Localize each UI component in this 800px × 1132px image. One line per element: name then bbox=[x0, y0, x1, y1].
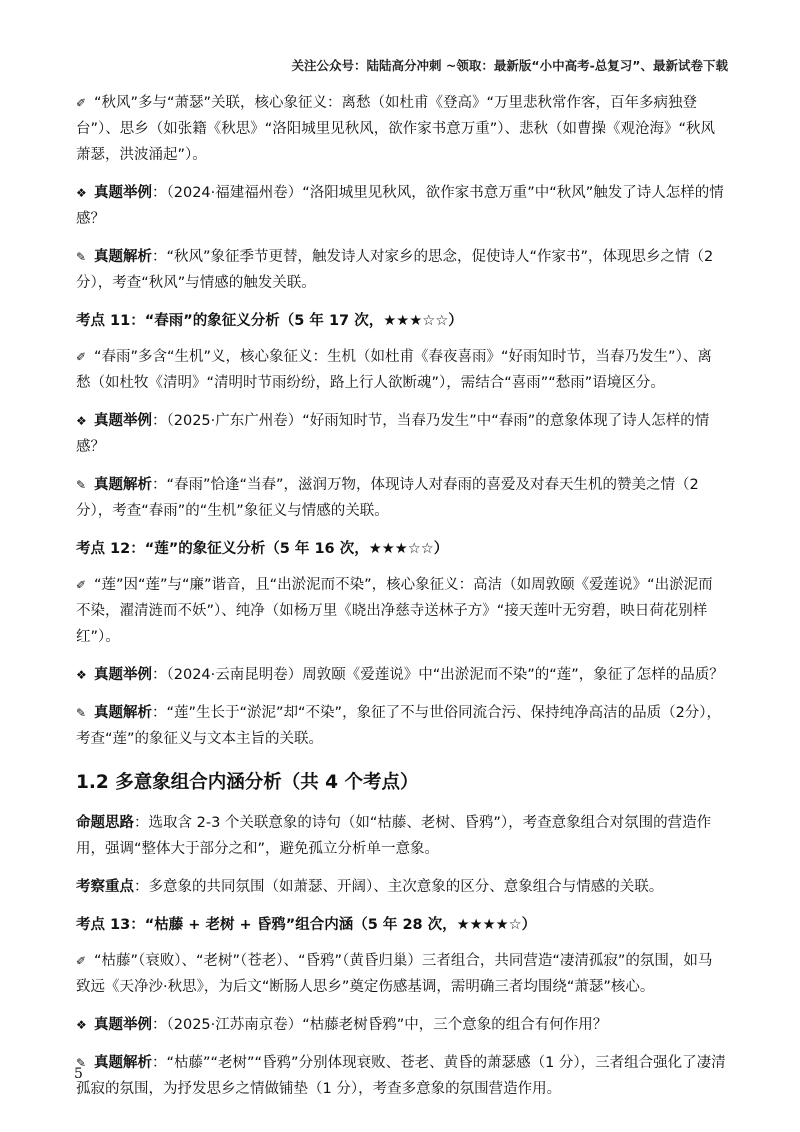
pencil-icon: ✐ bbox=[76, 96, 87, 110]
pen-icon: ✎ bbox=[76, 1056, 87, 1070]
kaodian-11-heading: 考点 11：“春雨”的象征义分析（5 年 17 次，★★★☆☆） bbox=[76, 313, 463, 329]
kaodian-12-heading: 考点 12：“莲”的象征义分析（5 年 16 次，★★★☆☆） bbox=[76, 541, 449, 557]
kuteng-example: ❖ 真题举例：（2025·江苏南京卷）“枯藤老树昏鸦”中，三个意象的组合有何作用？ bbox=[76, 1012, 726, 1038]
pencil-icon: ✐ bbox=[76, 350, 87, 364]
kuteng-note: ✐ “枯藤”（衰败）、“老树”（苍老）、“昏鸦”（黄昏归巢）三者组合，共同营造“凄清孤寂”的氛围，如马致远《天净沙·秋思》，为后文“断肠人思乡”奠定伤感基调，需明确三者均围绕“萧瑟”核心。 bbox=[76, 948, 726, 1000]
pencil-icon: ✐ bbox=[76, 954, 87, 968]
pen-icon: ✎ bbox=[76, 478, 87, 492]
pen-icon: ✎ bbox=[76, 706, 87, 720]
kaodian-13-heading: 考点 13：“枯藤 + 老树 + 昏鸦”组合内涵（5 年 28 次，★★★★☆） bbox=[76, 917, 537, 933]
mingti-silu: 命题思路：选取含 2-3 个关联意象的诗句（如“枯藤、老树、昏鸦”），考查意象组合对氛围的营造作用，强调“整体大于部分之和”，避免孤立分析单一意象。 bbox=[76, 815, 712, 857]
diamond-icon: ❖ bbox=[76, 414, 87, 428]
page-number: 5 bbox=[74, 1066, 83, 1082]
page-header: 关注公众号：陆陆高分冲刺 ~领取：最新版“小中高考-总复习”、最新试卷下载 bbox=[291, 58, 728, 73]
qiufeng-note: ✐ “秋风”多与“萧瑟”关联，核心象征义：离愁（如杜甫《登高》“万里悲秋常作客，百年多病独登台”）、思乡（如张籍《秋思》“洛阳城里见秋风，欲作家书意万重”）、悲秋（如曹操《观沧海》“秋风萧瑟，洪波涌起”）。 bbox=[76, 90, 726, 168]
kaocha-zhongdian: 考察重点：多意象的共同氛围（如萧瑟、开阔）、主次意象的区分、意象组合与情感的关联。 bbox=[76, 879, 664, 895]
lian-note: ✐ “莲”因“莲”与“廉”谐音，且“出淤泥而不染”，核心象征义：高洁（如周敦颐《爱莲说》“出淤泥而不染，濯清涟而不妖”）、纯净（如杨万里《晓出净慈寺送林子方》“接天莲叶无穷碧，映日荷花别样红”）。 bbox=[76, 572, 726, 650]
chunyu-analysis: ✎ 真题解析：“春雨”恰逢“当春”，滋润万物，体现诗人对春雨的喜爱及对春天生机的赞美之情（2分），考查“春雨”的“生机”象征义与情感的关联。 bbox=[76, 472, 726, 524]
pencil-icon: ✐ bbox=[76, 578, 87, 592]
section-title: 1.2 多意象组合内涵分析（共 4 个考点） bbox=[76, 772, 419, 793]
diamond-icon: ❖ bbox=[76, 186, 87, 200]
diamond-icon: ❖ bbox=[76, 668, 87, 682]
lian-example: ❖ 真题举例：（2024·云南昆明卷）周敦颐《爱莲说》中“出淤泥而不染”的“莲”，象征了怎样的品质？ bbox=[76, 662, 726, 688]
kuteng-analysis: ✎ 真题解析：“枯藤”“老树”“昏鸦”分别体现衰败、苍老、黄昏的萧瑟感（1 分），三者组合强化了凄清孤寂的氛围，为抒发思乡之情做铺垫（1 分），考查多意象的氛围营造作用。 bbox=[76, 1050, 726, 1102]
chunyu-example: ❖ 真题举例：（2025·广东广州卷）“好雨知时节，当春乃发生”中“春雨”的意象体现了诗人怎样的情感？ bbox=[76, 408, 726, 460]
lian-analysis: ✎ 真题解析：“莲”生长于“淤泥”却“不染”，象征了不与世俗同流合污、保持纯净高洁的品质（2分），考查“莲”的象征义与文本主旨的关联。 bbox=[76, 700, 726, 752]
chunyu-note: ✐ “春雨”多含“生机”义，核心象征义：生机（如杜甫《春夜喜雨》“好雨知时节，当春乃发生”）、离愁（如杜牧《清明》“清明时节雨纷纷，路上行人欲断魂”），需结合“喜雨”“愁雨”语境区分。 bbox=[76, 344, 726, 396]
qiufeng-analysis: ✎ 真题解析：“秋风”象征季节更替，触发诗人对家乡的思念，促使诗人“作家书”，体现思乡之情（2分），考查“秋风”与情感的触发关联。 bbox=[76, 244, 726, 296]
diamond-icon: ❖ bbox=[76, 1018, 87, 1032]
pen-icon: ✎ bbox=[76, 250, 87, 264]
qiufeng-example: ❖ 真题举例：（2024·福建福州卷）“洛阳城里见秋风，欲作家书意万重”中“秋风”触发了诗人怎样的情感？ bbox=[76, 180, 726, 232]
page-content bbox=[76, 90, 726, 1114]
